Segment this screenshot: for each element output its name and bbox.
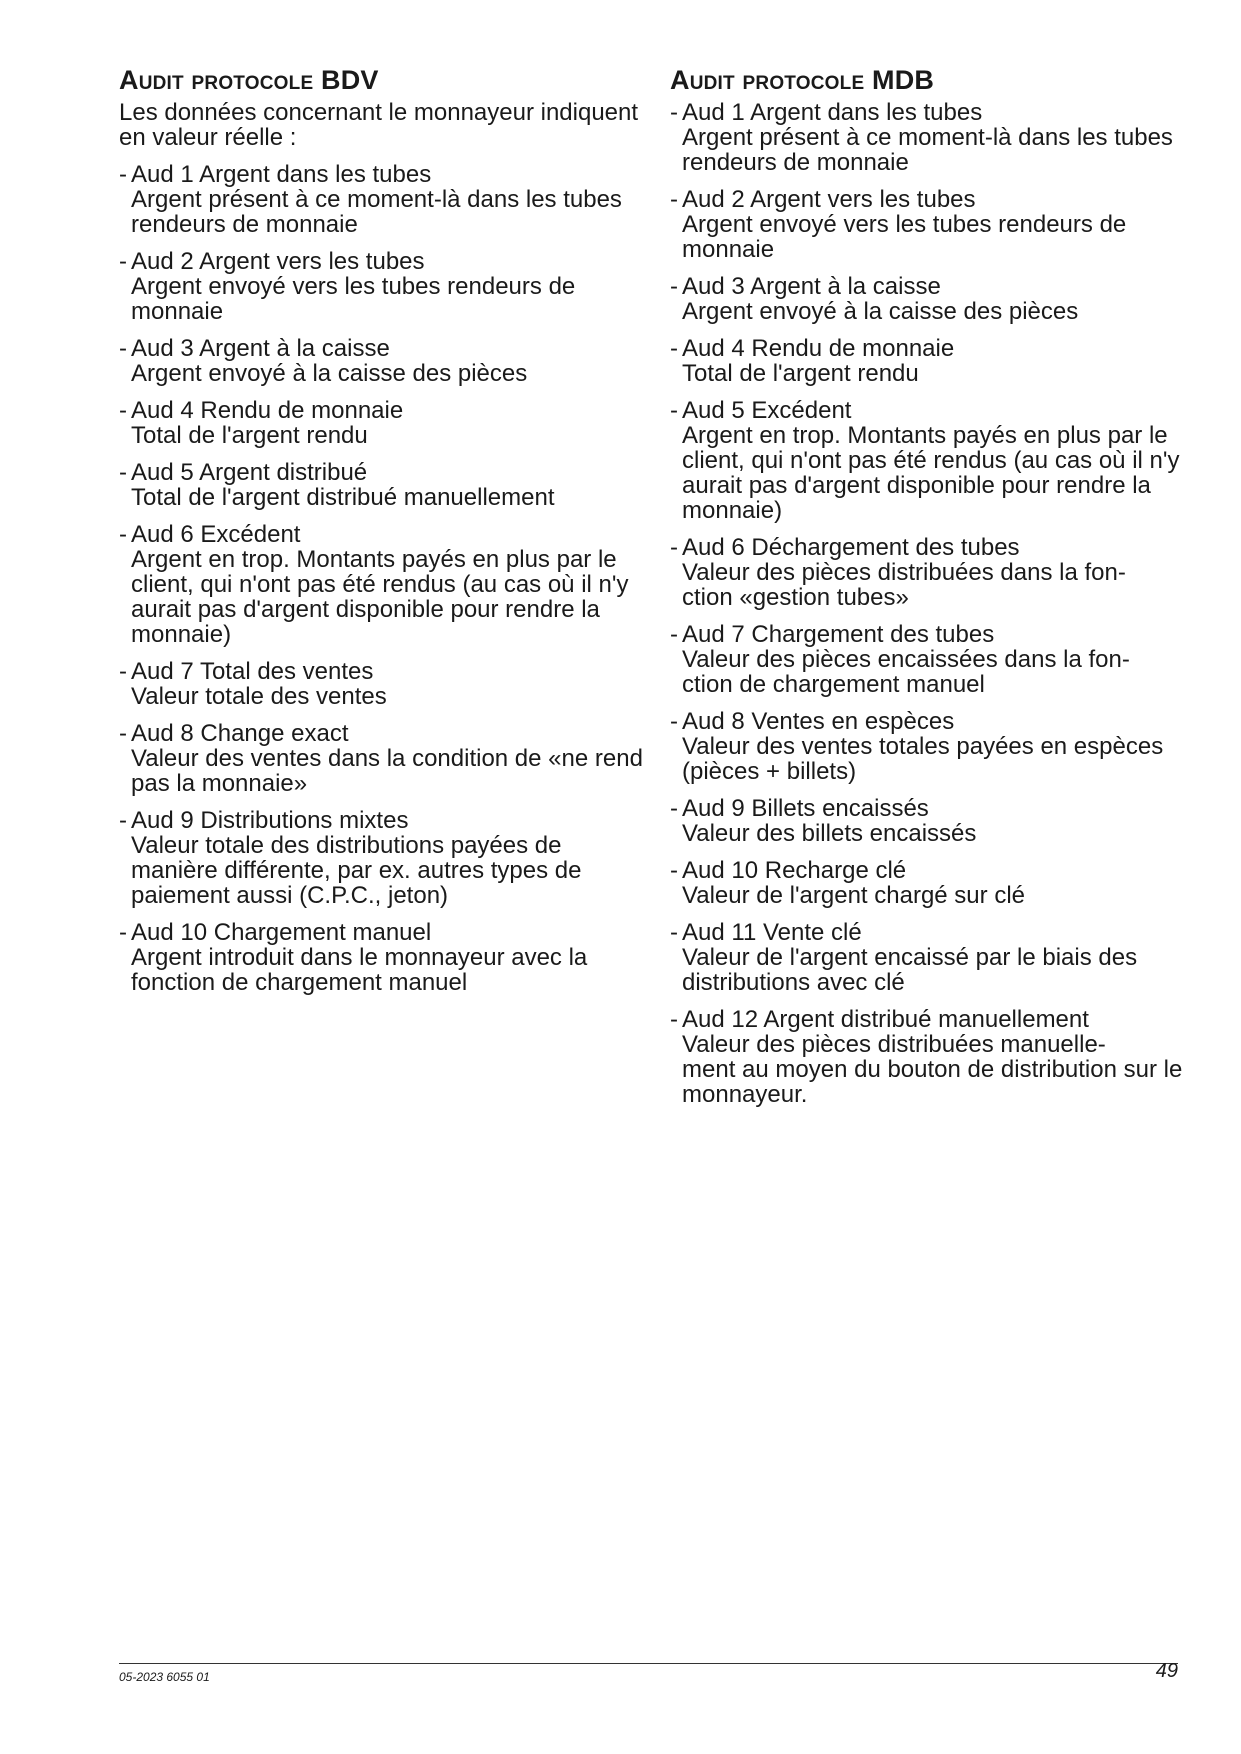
footer-rule [119, 1663, 1178, 1664]
item-title: Aud 6 Déchargement des tubes [682, 534, 1020, 561]
item-description: Argent envoyé vers les tubes rendeurs de monnaie [682, 211, 1127, 263]
list-item [119, 721, 649, 796]
list-item [670, 622, 1200, 697]
bullet-dash: - [670, 534, 678, 561]
list-item [670, 187, 1200, 262]
audit-list-bdv [119, 162, 649, 995]
section-heading-mdb [670, 64, 1200, 96]
item-description: Argent introduit dans le monnayeur avec la fonction de chargement manuel [131, 944, 588, 996]
item-title: Aud 3 Argent à la caisse [131, 335, 390, 362]
bullet-dash: - [119, 720, 127, 747]
bullet-dash: - [670, 273, 678, 300]
bullet-dash: - [670, 795, 678, 822]
heading-code: MDB [872, 65, 935, 95]
list-item [670, 796, 1200, 846]
item-title: Aud 7 Total des ventes [131, 658, 374, 685]
item-description: Valeur totale des ventes [131, 683, 387, 710]
item-title: Aud 9 Distributions mixtes [131, 807, 409, 834]
item-description: Total de l'argent distribué manuellement [131, 484, 555, 511]
bullet-dash: - [670, 857, 678, 884]
item-description: Argent envoyé vers les tubes rendeurs de monnaie [131, 273, 576, 325]
list-item [119, 920, 649, 995]
list-item [670, 709, 1200, 784]
item-title: Aud 9 Billets encaissés [682, 795, 929, 822]
list-item [670, 920, 1200, 995]
list-item [119, 659, 649, 709]
item-description: Total de l'argent rendu [682, 360, 919, 387]
list-item [119, 522, 649, 647]
bullet-dash: - [670, 919, 678, 946]
item-title: Aud 1 Argent dans les tubes [131, 161, 432, 188]
list-item [670, 858, 1200, 908]
right-column [670, 64, 1200, 1119]
item-title: Aud 8 Ventes en espèces [682, 708, 955, 735]
bullet-dash: - [119, 521, 127, 548]
bullet-dash: - [670, 397, 678, 424]
bullet-dash: - [119, 335, 127, 362]
item-description: Valeur des pièces distribuées manuelle- ment au moyen du bouton de distribution sur le monnayeur. [682, 1031, 1183, 1108]
list-item [119, 336, 649, 386]
bullet-dash: - [119, 919, 127, 946]
item-title: Aud 7 Chargement des tubes [682, 621, 995, 648]
heading-prefix: Audit protocole [670, 65, 865, 95]
item-description: Argent présent à ce moment-là dans les tubes rendeurs de monnaie [682, 124, 1173, 176]
list-item [670, 1007, 1200, 1107]
heading-prefix: Audit protocole [119, 65, 314, 95]
list-item [119, 808, 649, 908]
item-description: Valeur des ventes totales payées en espèces (pièces + billets) [682, 733, 1164, 785]
bullet-dash: - [119, 397, 127, 424]
list-item [670, 398, 1200, 523]
page-number: 49 [1155, 1660, 1178, 1682]
bullet-dash: - [670, 621, 678, 648]
list-item [670, 336, 1200, 386]
item-description: Argent envoyé à la caisse des pièces [131, 360, 528, 387]
item-title: Aud 4 Rendu de monnaie [682, 335, 955, 362]
list-item [119, 249, 649, 324]
item-title: Aud 10 Recharge clé [682, 857, 907, 884]
item-description: Argent présent à ce moment-là dans les tubes rendeurs de monnaie [131, 186, 622, 238]
item-title: Aud 4 Rendu de monnaie [131, 397, 404, 424]
doc-code: 05-2023 6055 01 [119, 1670, 210, 1684]
item-description: Valeur des ventes dans la condition de «ne rend pas la monnaie» [131, 745, 643, 797]
list-item [119, 398, 649, 448]
bullet-dash: - [670, 1006, 678, 1033]
audit-list-mdb [670, 100, 1200, 1107]
item-title: Aud 2 Argent vers les tubes [131, 248, 425, 275]
item-title: Aud 5 Argent distribué [131, 459, 368, 486]
item-description: Valeur des pièces distribuées dans la fon- ction «gestion tubes» [682, 559, 1126, 611]
item-description: Valeur des billets encaissés [682, 820, 977, 847]
item-title: Aud 3 Argent à la caisse [682, 273, 941, 300]
item-title: Aud 6 Excédent [131, 521, 301, 548]
bullet-dash: - [119, 161, 127, 188]
bullet-dash: - [119, 248, 127, 275]
intro-text: Les données concernant le monnayeur indiquent en valeur réelle : [119, 99, 639, 151]
bullet-dash: - [119, 807, 127, 834]
left-column [119, 64, 649, 1007]
item-title: Aud 11 Vente clé [682, 919, 862, 946]
list-item [670, 535, 1200, 610]
item-description: Total de l'argent rendu [131, 422, 368, 449]
list-item [119, 460, 649, 510]
item-description: Valeur des pièces encaissées dans la fon- ction de chargement manuel [682, 646, 1130, 698]
bullet-dash: - [670, 186, 678, 213]
item-title: Aud 2 Argent vers les tubes [682, 186, 976, 213]
bullet-dash: - [119, 459, 127, 486]
section-heading-bdv [119, 64, 649, 96]
list-item [670, 100, 1200, 175]
item-title: Aud 1 Argent dans les tubes [682, 99, 983, 126]
item-title: Aud 10 Chargement manuel [131, 919, 432, 946]
list-item [670, 274, 1200, 324]
item-description: Valeur de l'argent chargé sur clé [682, 882, 1025, 909]
item-description: Argent en trop. Montants payés en plus par le client, qui n'ont pas été rendus (au cas où il n'y aurait pas d'argent disponible pour rendre la monnaie) [131, 546, 629, 648]
bullet-dash: - [119, 658, 127, 685]
item-description: Valeur totale des distributions payées de manière différente, par ex. autres types de paiement aussi (C.P.C., jeton) [131, 832, 582, 909]
list-item [119, 162, 649, 237]
bullet-dash: - [670, 335, 678, 362]
heading-code: BDV [321, 65, 379, 95]
item-description: Argent envoyé à la caisse des pièces [682, 298, 1079, 325]
item-description: Valeur de l'argent encaissé par le biais des distributions avec clé [682, 944, 1138, 996]
bullet-dash: - [670, 708, 678, 735]
item-title: Aud 8 Change exact [131, 720, 349, 747]
item-description: Argent en trop. Montants payés en plus par le client, qui n'ont pas été rendus (au cas où il n'y aurait pas d'argent disponible pour rendre la monnaie) [682, 422, 1180, 524]
item-title: Aud 12 Argent distribué manuellement [682, 1006, 1089, 1033]
bullet-dash: - [670, 99, 678, 126]
item-title: Aud 5 Excédent [682, 397, 852, 424]
